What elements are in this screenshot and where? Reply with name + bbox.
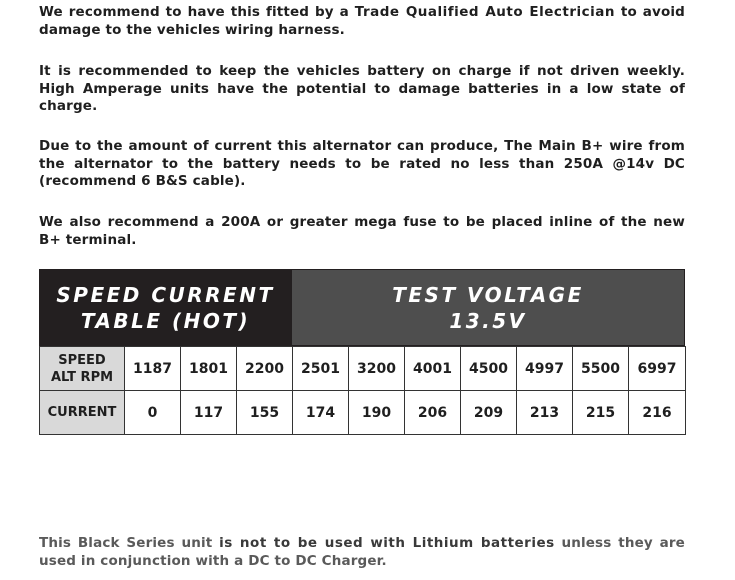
rpm-cell: 1187	[125, 347, 181, 391]
rpm-cell: 6997	[629, 347, 686, 391]
fitting-text-emphasis: Trade Qualified Auto Electrician	[354, 4, 615, 20]
fitting-recommendation	[39, 4, 685, 39]
current-row-header: CURRENT	[40, 391, 125, 435]
current-cell: 213	[517, 391, 573, 435]
current-cell: 190	[349, 391, 405, 435]
current-cell: 0	[125, 391, 181, 435]
rpm-cell: 4001	[405, 347, 461, 391]
fitting-text-a: We recommend to have this fitted by a	[39, 4, 355, 20]
rpm-cell: 4500	[461, 347, 517, 391]
rpm-cell: 3200	[349, 347, 405, 391]
table-row-rpm	[40, 347, 686, 391]
lithium-text-a: This Black Series unit	[39, 535, 220, 551]
fuse-note: We also recommend a 200A or greater mega fuse to be placed inline of the new B+ terminal.	[39, 214, 685, 248]
current-cell: 174	[293, 391, 349, 435]
table-title-line1: SPEED CURRENT	[56, 282, 275, 307]
rpm-cell: 5500	[573, 347, 629, 391]
current-cell: 215	[573, 391, 629, 435]
current-cell: 209	[461, 391, 517, 435]
rpm-cell: 1801	[181, 347, 237, 391]
table-title-line2: TABLE (HOT)	[80, 308, 251, 333]
lithium-text-c: unless they are used in conjunction with a DC to DC Charger.	[39, 535, 685, 569]
current-cell: 216	[629, 391, 686, 435]
current-cell: 155	[237, 391, 293, 435]
battery-charge-note: It is recommended to keep the vehicles battery on charge if not driven weekly. High Amperage units have the potential to damage batteries in a low state of charge.	[39, 63, 685, 114]
lithium-warning	[39, 535, 685, 570]
test-voltage-label: TEST VOLTAGE	[392, 282, 584, 307]
speed-current-grid	[39, 346, 686, 435]
current-cell: 206	[405, 391, 461, 435]
table-title-cell	[39, 269, 292, 346]
lithium-text-emphasis: is not to be used with Lithium batteries	[219, 535, 555, 551]
rpm-row-header	[40, 347, 125, 391]
fitting-text-c: to avoid damage to the vehicles wiring harness.	[39, 4, 685, 38]
table-row-current	[40, 391, 686, 435]
rpm-label-line2: ALT RPM	[50, 369, 114, 385]
test-voltage-cell	[292, 269, 685, 346]
rpm-cell: 4997	[517, 347, 573, 391]
speed-current-table	[39, 269, 685, 434]
wire-rating-note: Due to the amount of current this alternator can produce, The Main B+ wire from the alternator to the battery needs to be rated no less than 250A @14v DC (recommend 6 B&S cable).	[39, 138, 685, 189]
rpm-cell: 2501	[293, 347, 349, 391]
rpm-cell: 2200	[237, 347, 293, 391]
test-voltage-value: 13.5V	[449, 308, 527, 333]
current-cell: 117	[181, 391, 237, 435]
rpm-label-line1: SPEED	[58, 352, 106, 368]
